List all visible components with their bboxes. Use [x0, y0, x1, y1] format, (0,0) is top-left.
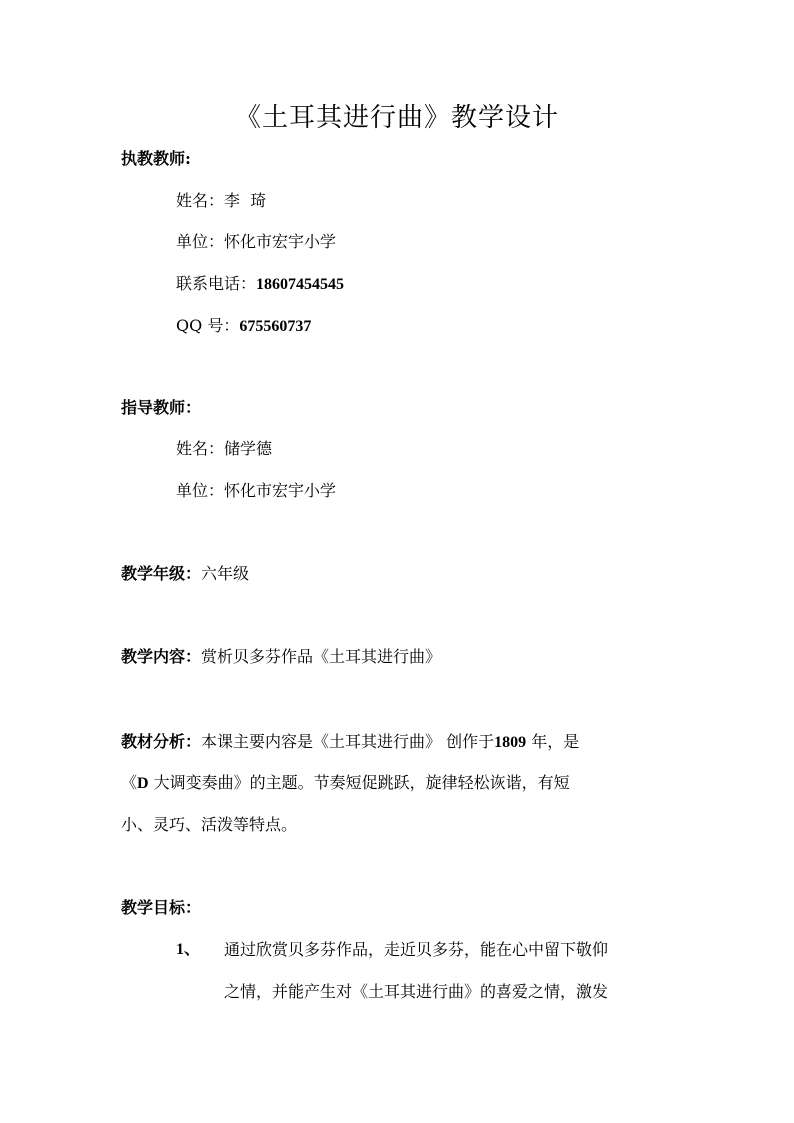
teacher-phone-label: 联系电话：	[176, 274, 257, 293]
page-title: 《土耳其进行曲》教学设计	[234, 103, 559, 133]
analysis-label: 教材分析：	[121, 732, 202, 751]
analysis-text-1a: 本课主要内容是《土耳其进行曲》 创作于	[201, 732, 495, 751]
teacher-name	[176, 190, 266, 212]
advisor-name	[176, 438, 272, 460]
advisor-name-value: 储学德	[224, 439, 273, 458]
content-line	[121, 646, 441, 668]
analysis-text-1b: 年，是	[526, 732, 580, 751]
objective-text-line-1: 通过欣赏贝多芬作品，走近贝多芬，能在心中留下敬仰	[224, 940, 609, 959]
analysis-line-1	[121, 731, 579, 754]
analysis-line-2	[121, 772, 570, 795]
objective-text-line-2: 之情，并能产生对《土耳其进行曲》的喜爱之情，激发	[224, 982, 609, 1001]
advisor-unit-label: 单位：	[176, 481, 225, 500]
grade-value: 六年级	[201, 564, 250, 583]
content-value: 赏析贝多芬作品《土耳其进行曲》	[201, 647, 442, 666]
objective-number: 1、	[176, 941, 201, 958]
teacher-qq	[176, 315, 311, 338]
teacher-unit-label: 单位：	[176, 232, 225, 251]
teacher-heading: 执教教师:	[121, 149, 191, 168]
teacher-phone-value: 18607454545	[256, 276, 345, 293]
advisor-unit-value: 怀化市宏宇小学	[224, 481, 337, 500]
advisor-name-label: 姓名：	[176, 439, 225, 458]
content-label: 教学内容：	[121, 647, 202, 666]
analysis-text-2a: 《	[121, 773, 138, 792]
objectives-heading: 教学目标：	[121, 898, 202, 917]
teacher-qq-label: QQ 号：	[176, 316, 240, 335]
teacher-unit	[176, 231, 336, 253]
advisor-heading: 指导教师：	[121, 398, 202, 417]
analysis-year: 1809	[494, 734, 527, 751]
analysis-text-2b: 大调变奏曲》的主题。节奏短促跳跃，旋律轻松诙谐，有短	[148, 773, 570, 792]
analysis-line-3: 小、灵巧、活泼等特点。	[121, 815, 298, 834]
teacher-unit-value: 怀化市宏宇小学	[224, 232, 337, 251]
teacher-phone	[176, 273, 344, 296]
teacher-name-value: 李 琦	[224, 191, 267, 210]
grade-label: 教学年级：	[121, 564, 202, 583]
grade-line	[121, 563, 249, 585]
analysis-key: D	[137, 775, 149, 792]
advisor-unit	[176, 480, 336, 502]
teacher-qq-value: 675560737	[239, 318, 312, 335]
teacher-name-label: 姓名：	[176, 191, 225, 210]
